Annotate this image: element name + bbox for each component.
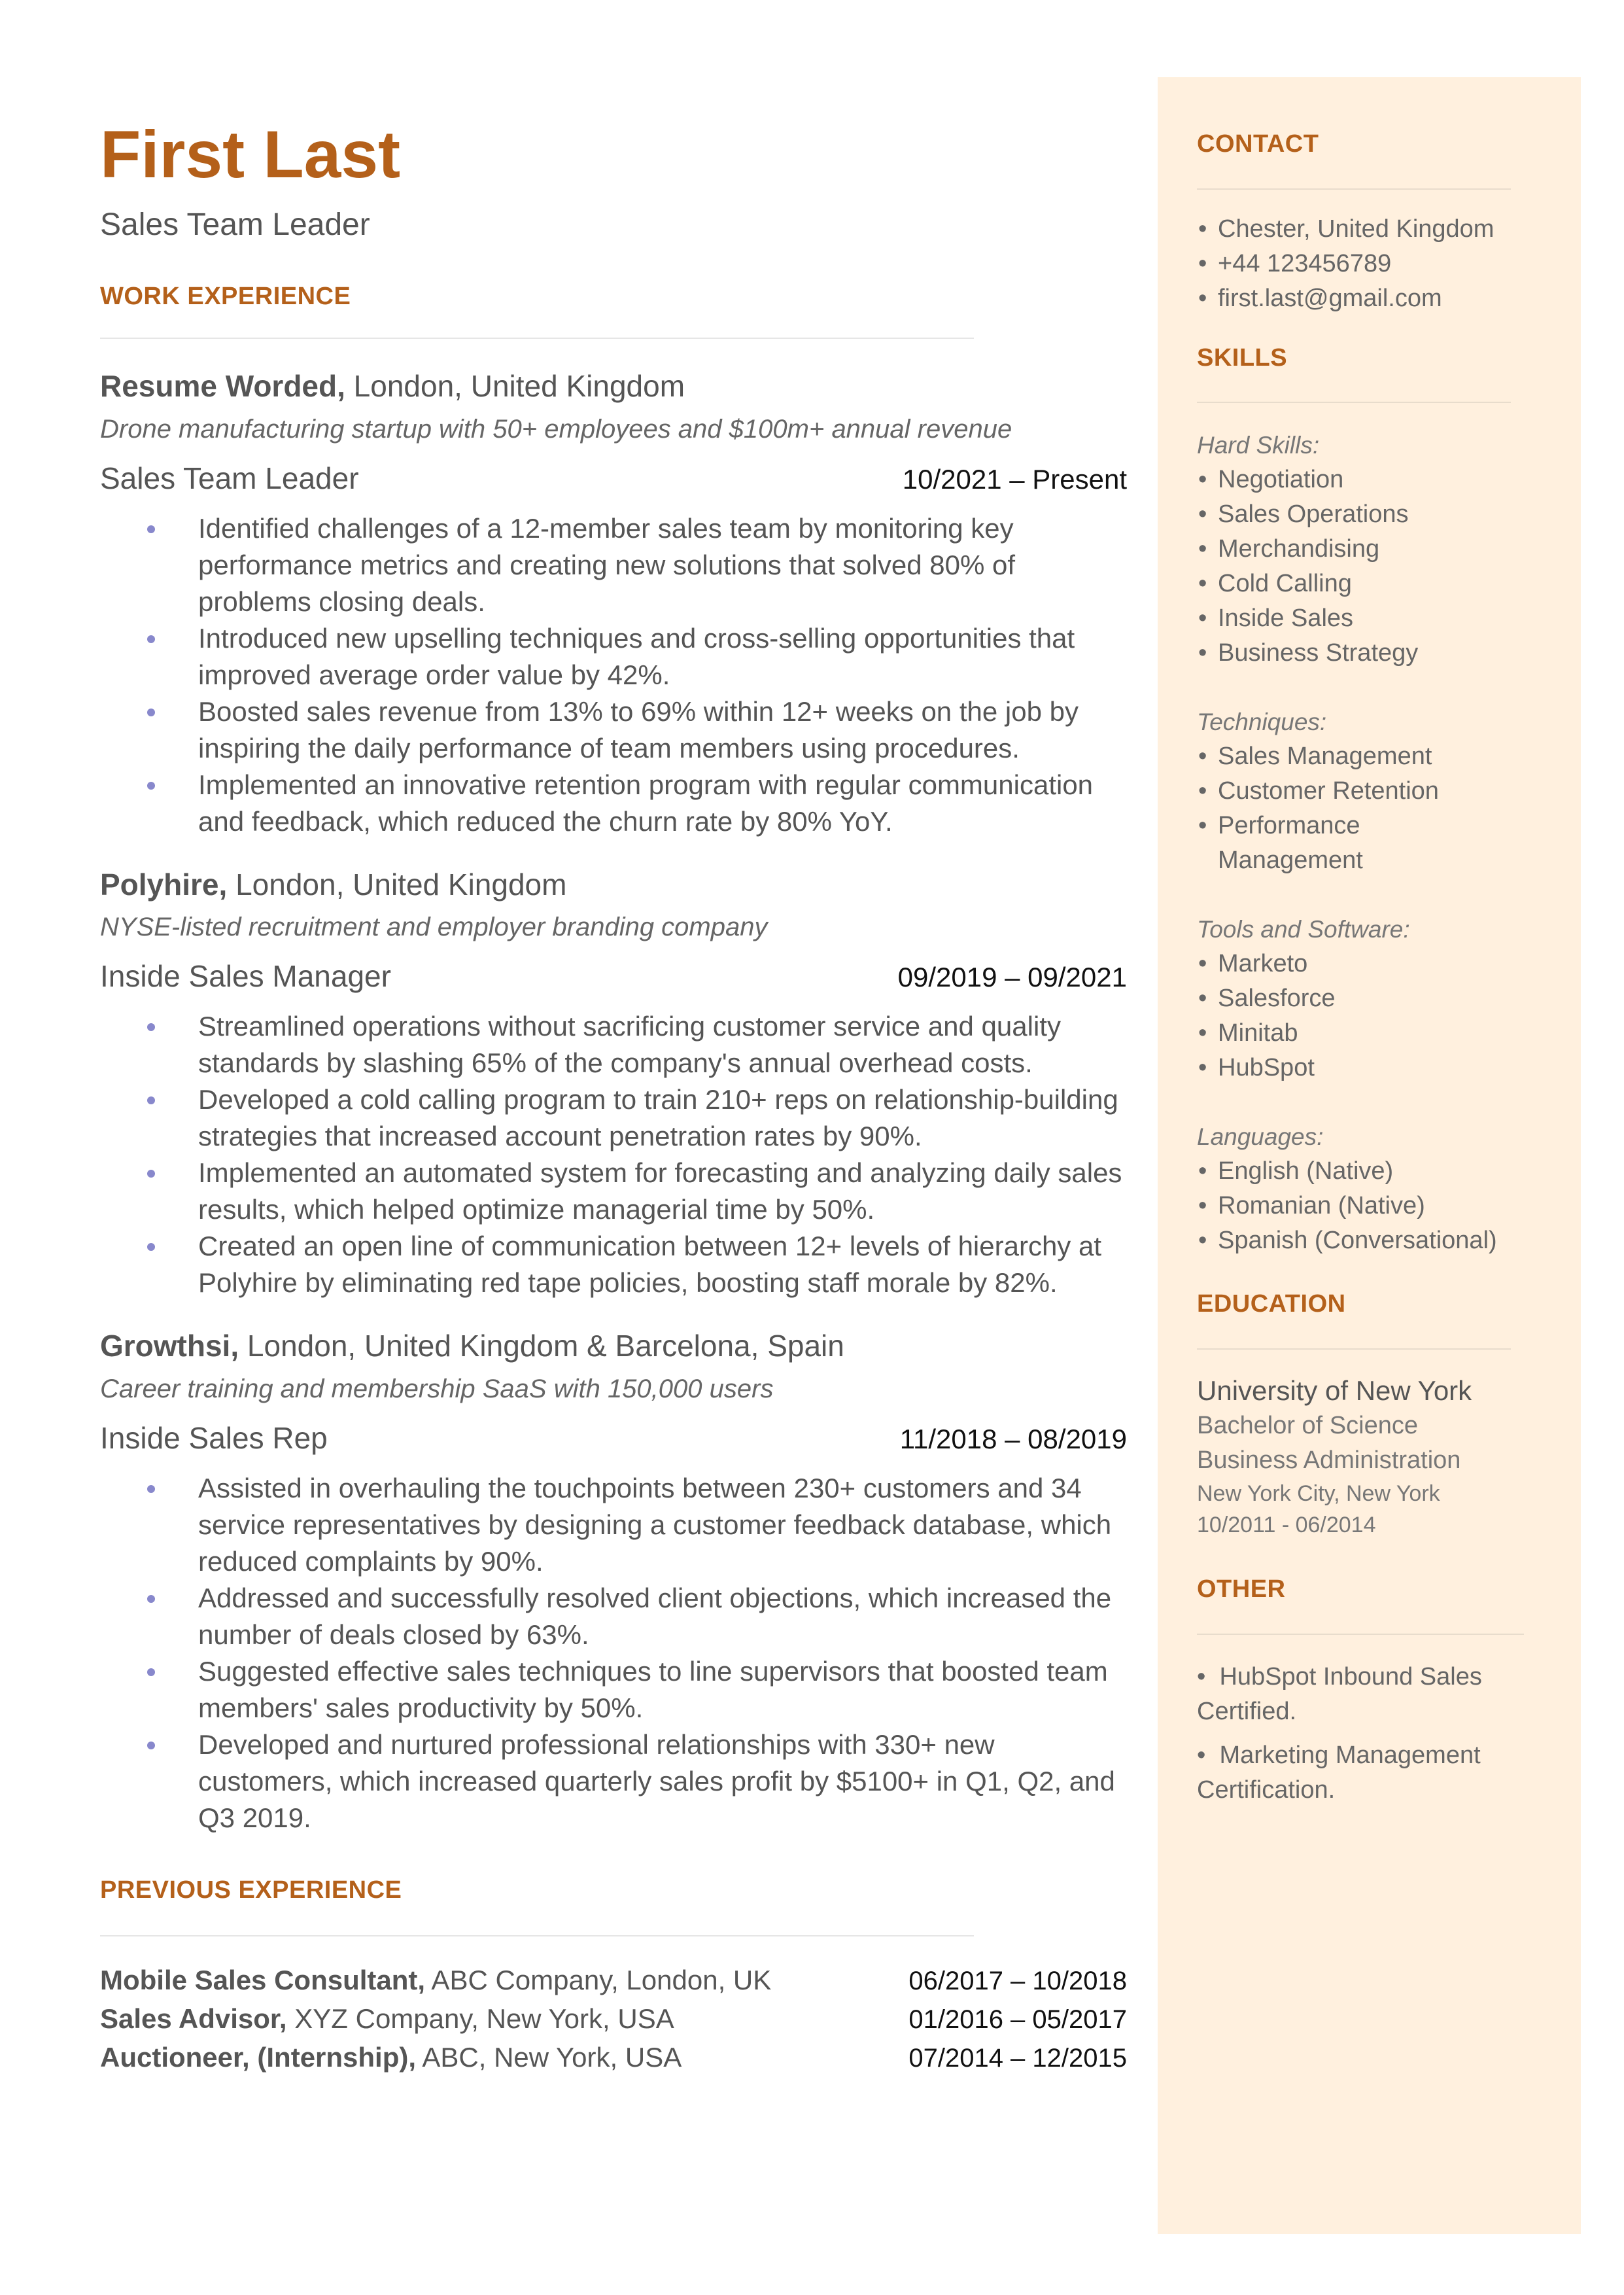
- candidate-name: First Last: [100, 117, 401, 192]
- skill-item: • Performance Management: [1197, 809, 1511, 878]
- section-title-other: OTHER: [1197, 1575, 1286, 1603]
- bullet-icon: •: [1198, 284, 1207, 312]
- company-location: London, United Kingdom & Barcelona, Spain: [239, 1329, 844, 1363]
- skill-list: [1197, 463, 1511, 671]
- previous-experience-row: [100, 1961, 1127, 2000]
- education-entry: [1197, 1373, 1511, 1541]
- previous-dates: 01/2016 – 05/2017: [908, 2005, 1127, 2035]
- bullet-icon: •: [1198, 570, 1207, 598]
- other-item: • Marketing Management Certification.: [1197, 1741, 1481, 1804]
- bullet-icon: •: [1198, 1019, 1207, 1047]
- previous-role: Mobile Sales Consultant,: [100, 1965, 426, 1996]
- section-title-work: WORK EXPERIENCE: [100, 282, 351, 310]
- job-dates: 10/2021 – Present: [902, 463, 1127, 495]
- previous-experience-row: [100, 2000, 1127, 2039]
- section-divider: [100, 1935, 974, 1936]
- job-entry: [100, 1327, 1127, 1836]
- bullet-icon: •: [1198, 1227, 1207, 1255]
- bullet-icon: •: [1198, 950, 1207, 978]
- sidebar: [1158, 77, 1581, 2234]
- achievement-item: Streamlined operations without sacrificing customer service and quality standards by slashing 65% of the company's annual overhead costs.: [198, 1008, 1127, 1081]
- bullet-icon: •: [1198, 500, 1207, 529]
- education-dates: 10/2011 - 06/2014: [1197, 1513, 1376, 1538]
- skill-list: [1197, 739, 1511, 878]
- skill-item: • Cold Calling: [1197, 567, 1511, 601]
- job-dates: 09/2019 – 09/2021: [897, 962, 1127, 993]
- skill-group: [1197, 428, 1511, 671]
- bullet-icon: [147, 1668, 155, 1676]
- job-entry: [100, 368, 1127, 840]
- section-title-education: EDUCATION: [1197, 1290, 1346, 1318]
- company-line: [100, 866, 1127, 904]
- bullet-icon: •: [1197, 1741, 1206, 1769]
- company-description: Drone manufacturing startup with 50+ employees and $100m+ annual revenue: [100, 414, 1012, 444]
- section-divider: [1197, 402, 1511, 403]
- skill-list: [1197, 1154, 1511, 1258]
- bullet-icon: •: [1198, 535, 1207, 563]
- contact-list: [1197, 212, 1511, 316]
- main-column: [100, 98, 1127, 2077]
- role-row: [100, 1420, 1127, 1456]
- previous-company: ABC Company, London, UK: [425, 1965, 772, 1996]
- job-entry: [100, 866, 1127, 1302]
- job-role: Sales Team Leader: [100, 461, 359, 495]
- other-list: [1197, 1660, 1511, 1808]
- achievement-item: Introduced new upselling techniques and cross-selling opportunities that improved average order value by 42%.: [198, 620, 1127, 693]
- bullet-icon: [147, 1170, 155, 1178]
- skill-item: • Spanish (Conversational): [1197, 1223, 1511, 1258]
- job-role: Inside Sales Rep: [100, 1420, 328, 1455]
- skill-item: • Romanian (Native): [1197, 1189, 1511, 1223]
- achievement-item: Assisted in overhauling the touchpoints between 230+ customers and 34 service representatives by designing a customer feedback database, which reduced complaints by 90%.: [198, 1470, 1127, 1580]
- skill-group-label: Languages:: [1197, 1123, 1324, 1151]
- bullet-icon: •: [1198, 777, 1207, 805]
- previous-company: ABC, New York, USA: [416, 2042, 682, 2073]
- company-location: London, United Kingdom: [345, 369, 685, 404]
- achievement-item: Identified challenges of a 12-member sales team by monitoring key performance metrics and creating new solutions that solved 80% of problems closing deals.: [198, 510, 1127, 620]
- bullet-icon: •: [1198, 1157, 1207, 1185]
- previous-company: XYZ Company, New York, USA: [286, 2003, 674, 2035]
- achievement-item: Implemented an automated system for forecasting and analyzing daily sales results, which helped optimize managerial time by 50%.: [198, 1155, 1127, 1228]
- skill-item: • Minitab: [1197, 1016, 1511, 1051]
- previous-role: Sales Advisor,: [100, 2003, 287, 2035]
- other-item: • HubSpot Inbound Sales Certified.: [1197, 1662, 1482, 1725]
- previous-dates: 06/2017 – 10/2018: [908, 1967, 1127, 1996]
- bullet-icon: •: [1198, 249, 1207, 277]
- achievement-list: [100, 1470, 1127, 1836]
- role-row: [100, 958, 1127, 994]
- bullet-icon: •: [1198, 1054, 1207, 1082]
- achievement-list: [100, 1008, 1127, 1301]
- skill-item: • Marketo: [1197, 947, 1511, 981]
- company-line: [100, 1327, 1127, 1365]
- bullet-icon: [147, 782, 155, 790]
- contact-phone: • +44 123456789: [1197, 247, 1511, 281]
- bullet-icon: [147, 1485, 155, 1493]
- company-description: Career training and membership SaaS with 150,000 users: [100, 1374, 774, 1403]
- bullet-icon: •: [1198, 466, 1207, 494]
- bullet-icon: •: [1198, 743, 1207, 771]
- bullet-icon: •: [1198, 604, 1207, 633]
- skill-item: • Sales Management: [1197, 739, 1511, 774]
- achievement-item: Implemented an innovative retention program with regular communication and feedback, which reduced the churn rate by 80% YoY.: [198, 767, 1127, 840]
- skill-group-label: Hard Skills:: [1197, 432, 1320, 459]
- bullet-icon: •: [1198, 1192, 1207, 1220]
- company-location: London, United Kingdom: [227, 867, 567, 902]
- skill-item: • English (Native): [1197, 1154, 1511, 1189]
- bullet-icon: [147, 1595, 155, 1603]
- sidebar-content: [1197, 116, 1511, 1808]
- section-title-skills: SKILLS: [1197, 343, 1288, 372]
- previous-experience-row: [100, 2039, 1127, 2077]
- education-field: Business Administration: [1197, 1446, 1461, 1475]
- bullet-icon: [147, 1243, 155, 1251]
- education-degree: Bachelor of Science: [1197, 1412, 1418, 1440]
- achievement-item: Developed and nurtured professional relationships with 330+ new customers, which increased quarterly sales profit by $5100+ in Q1, Q2, and Q3 2019.: [198, 1726, 1127, 1836]
- company-line: [100, 368, 1127, 406]
- achievement-item: Boosted sales revenue from 13% to 69% within 12+ weeks on the job by inspiring the daily performance of team members using procedures.: [198, 693, 1127, 767]
- section-divider: [1197, 188, 1511, 190]
- achievement-item: Suggested effective sales techniques to line supervisors that boosted team members' sales productivity by 50%.: [198, 1653, 1127, 1726]
- section-title-previous: PREVIOUS EXPERIENCE: [100, 1876, 402, 1904]
- achievement-item: Created an open line of communication between 12+ levels of hierarchy at Polyhire by eliminating red tape policies, boosting staff morale by 82%.: [198, 1228, 1127, 1301]
- previous-experience-list: [100, 1961, 1127, 2077]
- company-description: NYSE-listed recruitment and employer branding company: [100, 913, 768, 942]
- skill-group: [1197, 705, 1511, 878]
- skill-item: • HubSpot: [1197, 1051, 1511, 1085]
- skill-item: • Negotiation: [1197, 463, 1511, 497]
- skill-list: [1197, 947, 1511, 1085]
- company-name: Growthsi,: [100, 1329, 239, 1363]
- section-divider: [100, 338, 974, 339]
- previous-role: Auctioneer, (Internship),: [100, 2042, 417, 2073]
- skill-item: • Customer Retention: [1197, 774, 1511, 809]
- section-divider: [1197, 1634, 1524, 1635]
- skill-item: • Merchandising: [1197, 532, 1511, 567]
- section-title-contact: CONTACT: [1197, 130, 1319, 158]
- education-school: University of New York: [1197, 1375, 1472, 1406]
- skill-group-label: Tools and Software:: [1197, 916, 1410, 943]
- skill-group: [1197, 912, 1511, 1085]
- achievement-item: Developed a cold calling program to train 210+ reps on relationship-building strategies that increased account penetration rates by 90%.: [198, 1081, 1127, 1155]
- skill-group: [1197, 1119, 1511, 1258]
- skill-item: • Inside Sales: [1197, 601, 1511, 636]
- job-role: Inside Sales Manager: [100, 959, 391, 994]
- bullet-icon: [147, 709, 155, 716]
- bullet-icon: •: [1198, 639, 1207, 667]
- bullet-icon: •: [1198, 812, 1207, 840]
- achievement-item: Addressed and successfully resolved client objections, which increased the number of deals closed by 63%.: [198, 1580, 1127, 1653]
- company-name: Resume Worded,: [100, 369, 345, 404]
- bullet-icon: [147, 635, 155, 643]
- achievement-list: [100, 510, 1127, 840]
- bullet-icon: •: [1198, 985, 1207, 1013]
- skill-group-label: Techniques:: [1197, 709, 1327, 736]
- section-divider: [1197, 1348, 1511, 1350]
- skill-item: • Sales Operations: [1197, 497, 1511, 532]
- bullet-icon: [147, 1096, 155, 1104]
- education-location: New York City, New York: [1197, 1481, 1440, 1507]
- previous-dates: 07/2014 – 12/2015: [908, 2044, 1127, 2073]
- bullet-icon: [147, 525, 155, 533]
- company-name: Polyhire,: [100, 867, 228, 902]
- bullet-icon: •: [1197, 1662, 1206, 1691]
- contact-email: • first.last@gmail.com: [1197, 281, 1511, 316]
- job-dates: 11/2018 – 08/2019: [899, 1423, 1127, 1454]
- candidate-title: Sales Team Leader: [100, 207, 370, 242]
- bullet-icon: [147, 1023, 155, 1031]
- contact-location: • Chester, United Kingdom: [1197, 212, 1511, 247]
- bullet-icon: •: [1198, 215, 1207, 243]
- skill-item: • Business Strategy: [1197, 636, 1511, 671]
- skill-item: • Salesforce: [1197, 981, 1511, 1016]
- bullet-icon: [147, 1742, 155, 1749]
- role-row: [100, 461, 1127, 496]
